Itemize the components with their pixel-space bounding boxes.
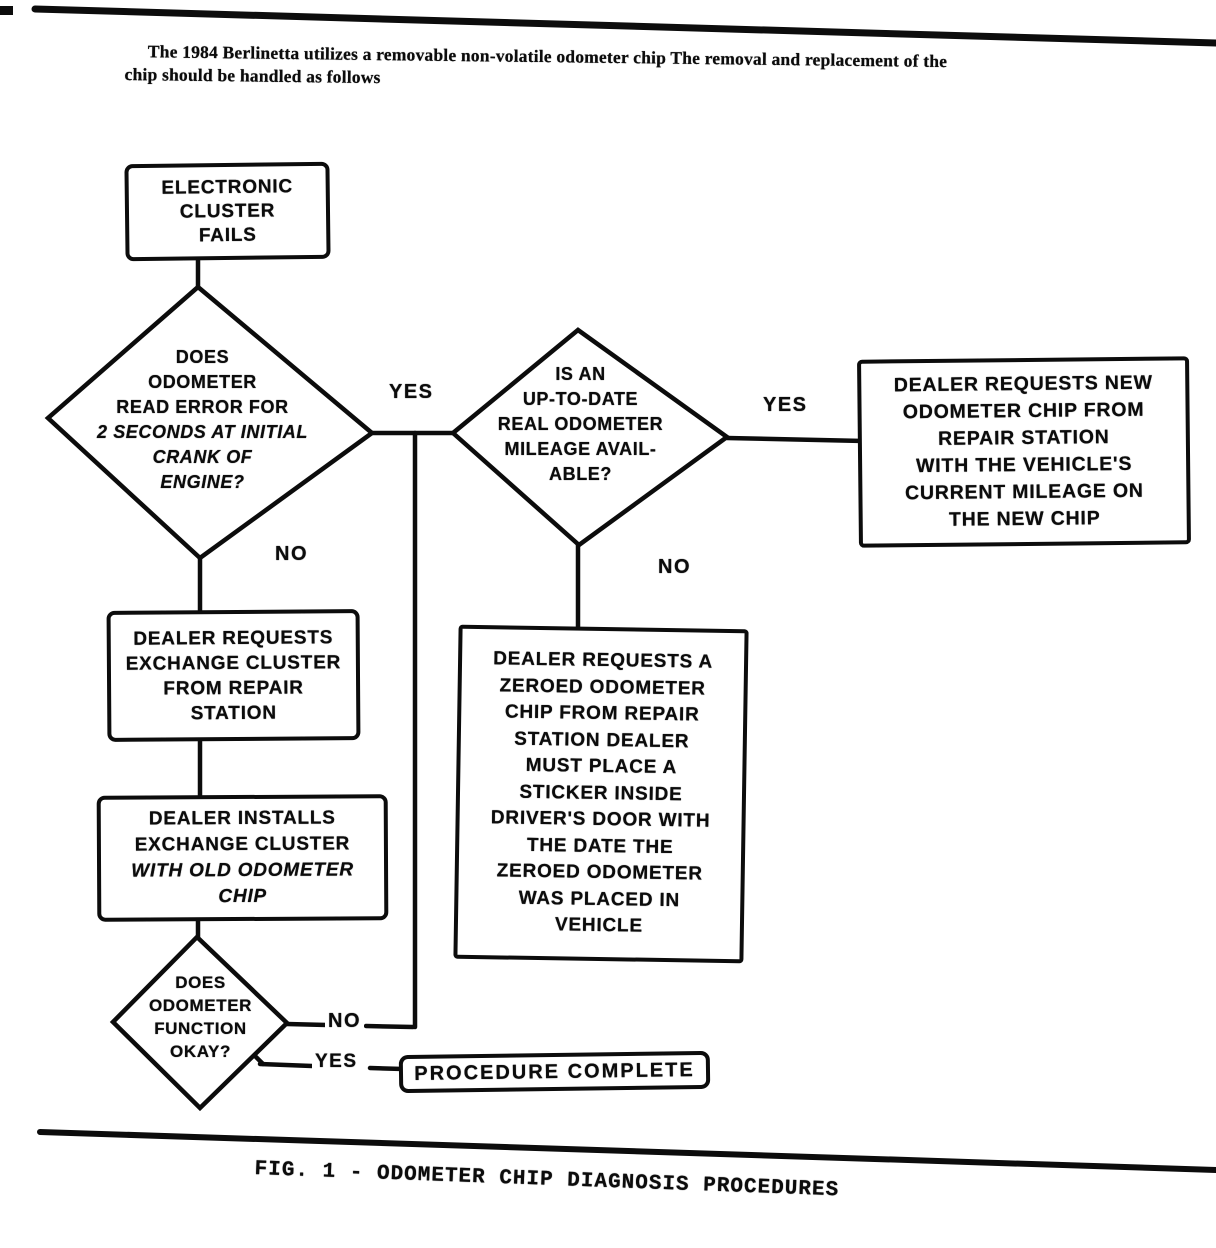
connector-d2-yes — [727, 438, 864, 441]
edge-label-d2-yes: YES — [760, 394, 811, 417]
node-electronic-cluster-fails: ELECTRONIC CLUSTER FAILS — [124, 162, 330, 261]
decision-function-text: DOES ODOMETER FUNCTION OKAY? — [148, 973, 253, 1061]
decision-mileage-text: IS AN UP-TO-DATE REAL ODOMETER MILEAGE AVAIL- ABLE? — [497, 364, 664, 484]
edge-label-d3-no: NO — [325, 1010, 364, 1033]
node-dealer-requests-new-chip: DEALER REQUESTS NEW ODOMETER CHIP FROM REPAIR STATION WITH THE VEHICLE'S CURRENT MILEAGE ON THE NEW CHIP — [857, 356, 1191, 547]
bottom-rule — [40, 1132, 1216, 1170]
node-dealer-requests-zeroed-chip: DEALER REQUESTS A ZEROED ODOMETER CHIP FROM REPAIR STATION DEALER MUST PLACE A STICKER INSIDE DRIVER'S DOOR WITH THE DATE THE ZEROED ODOMETER WAS PLACED IN VEHICLE — [453, 625, 748, 964]
connector-d3-no-b — [366, 1026, 413, 1027]
procedure-complete-label: PROCEDURE COMPLETE — [414, 1059, 695, 1085]
connector-d3-no-a — [287, 1024, 327, 1025]
top-rule — [35, 9, 1216, 43]
decision-read-error-text: DOES ODOMETER READ ERROR FOR 2 SECONDS AT INITIAL CRANK OF ENGINE? — [96, 347, 308, 492]
node-dealer-requests-exchange-cluster: DEALER REQUESTS EXCHANGE CLUSTER FROM REPAIR STATION — [107, 609, 361, 742]
page-header-text: The 1984 Berlinetta utilizes a removable non-volatile odometer chip The removal and replacement of the chip should be handled as follows — [124, 41, 948, 88]
scan-mark — [0, 6, 13, 15]
edge-label-d1-yes: YES — [386, 381, 437, 404]
edge-label-d3-yes: YES — [312, 1051, 361, 1073]
edge-label-d2-no: NO — [655, 556, 694, 579]
node-dealer-installs-exchange-cluster: DEALER INSTALLS EXCHANGE CLUSTER WITH OLD ODOMETER CHIP — [97, 794, 389, 922]
figure-caption: FIG. 1 - ODOMETER CHIP DIAGNOSIS PROCEDURES — [254, 1158, 840, 1203]
connector-d3-yes-b — [260, 1064, 312, 1066]
edge-label-d1-no: NO — [272, 543, 311, 566]
node-procedure-complete — [399, 1051, 711, 1093]
